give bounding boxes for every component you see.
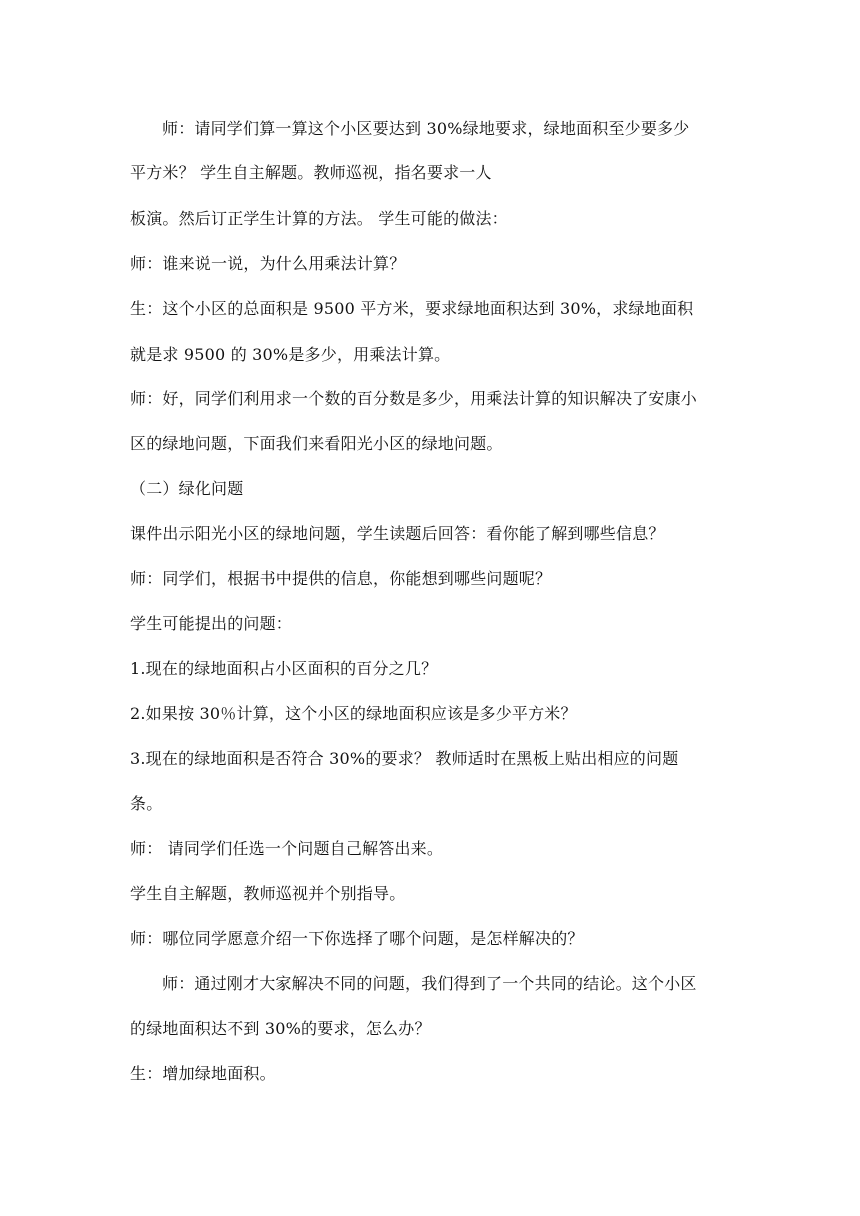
paragraph-line: 师：通过刚才大家解决不同的问题，我们得到了一个共同的结论。这个小区 [162,974,697,993]
paragraph-line: 就是求 9500 的 30%是多少，用乘法计算。 [130,345,451,364]
paragraph-line: 板演。然后订正学生计算的方法。 学生可能的做法： [130,209,508,228]
paragraph-line: 师：好，同学们利用求一个数的百分数是多少，用乘法计算的知识解决了安康小 [130,389,698,408]
paragraph-line: 师：请同学们算一算这个小区要达到 30%绿地要求，绿地面积至少要多少 [162,119,690,138]
paragraph-line: 师：谁来说一说，为什么用乘法计算？ [130,254,406,273]
paragraph-line: 的绿地面积达不到 30%的要求，怎么办？ [130,1019,431,1038]
paragraph-line: 生：这个小区的总面积是 9500 平方米，要求绿地面积达到 30%，求绿地面积 [130,299,694,318]
paragraph-line: 师：哪位同学愿意介绍一下你选择了哪个问题，是怎样解决的？ [130,929,584,948]
paragraph-line: 条。 [130,794,163,813]
paragraph-line: 生：增加绿地面积。 [130,1064,276,1083]
section-heading: （二）绿化问题 [130,479,244,498]
paragraph-line: 学生自主解题，教师巡视并个别指导。 [130,884,406,903]
list-item: 2.如果按 30％计算，这个小区的绿地面积应该是多少平方米？ [130,704,577,723]
paragraph-line: 平方米？ 学生自主解题。教师巡视，指名要求一人 [130,163,492,182]
paragraph-line: 师：同学们，根据书中提供的信息，你能想到哪些问题呢？ [130,569,552,588]
paragraph-line: 学生可能提出的问题： [130,614,293,633]
list-item: 1.现在的绿地面积占小区面积的百分之几？ [130,659,438,678]
paragraph-line: 师： 请同学们任选一个问题自己解答出来。 [130,839,444,858]
paragraph-line: 区的绿地问题，下面我们来看阳光小区的绿地问题。 [130,434,503,453]
list-item: 3.现在的绿地面积是否符合 30%的要求？ 教师适时在黑板上贴出相应的问题 [130,749,679,768]
paragraph-line: 课件出示阳光小区的绿地问题，学生读题后回答：看你能了解到哪些信息？ [130,524,665,543]
